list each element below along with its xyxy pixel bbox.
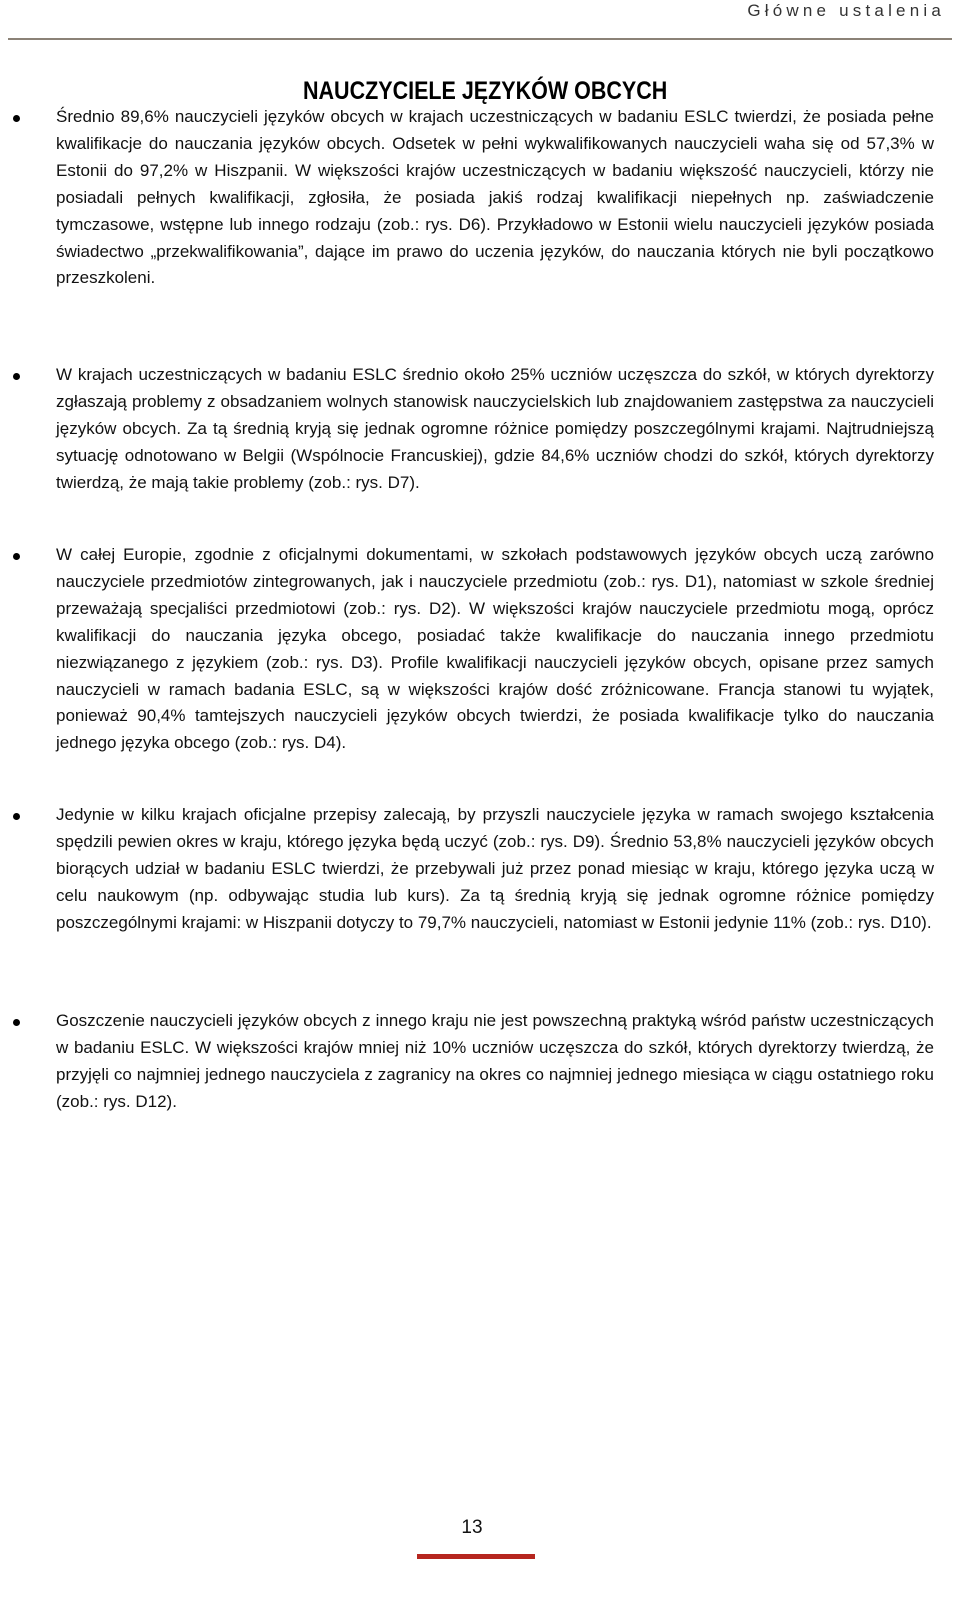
paragraph: W całej Europie, zgodnie z oficjalnymi dokumentami, w szkołach podstawowych języków obcych uczą zarówno nauczyciele przedmiotów zintegrowanych, jak i nauczyciele przedmiotu (zob.: rys. D1), natomiast w szkole średniej przeważają specjaliści przedmiotowi (zob.: rys. D2). W większości krajów nauczyciele przedmiotu mogą, oprócz kwalifikacji do nauczania języka obcego, posiadać także kwalifikacje do nauczania innego przedmiotu niezwiązanego z językiem (zob.: rys. D3). Profile kwalifikacji nauczycieli języków obcych, opisane przez samych nauczycieli w ramach badania ESLC, są w większości krajów dość zróżnicowane. Francja stanowi tu wyjątek, ponieważ 90,4% tamtejszych nauczycieli języków obcych twierdzi, że posiada kwalifikacje tylko do nauczania jednego języka obcego (zob.: rys. D4). xyxy=(56,545,934,753)
header-rule xyxy=(8,38,952,40)
bullet-icon xyxy=(13,553,20,560)
page-number: 13 xyxy=(461,1517,483,1538)
bullet-icon xyxy=(13,813,20,820)
section-title: NAUCZYCIELE JĘZYKÓW OBCYCH xyxy=(302,77,668,105)
footer-accent-bar xyxy=(417,1554,535,1559)
bullet-icon xyxy=(13,115,20,122)
paragraph: Goszczenie nauczycieli języków obcych z innego kraju nie jest powszechną praktyką wśród państw uczestniczących w badaniu ESLC. W większości krajów mniej niż 10% uczniów uczęszcza do szkół, których dyrektorzy twierdzą, że przyjęli co najmniej jednego nauczyciela z zagranicy na okres co najmniej jednego miesiąca w ciągu ostatniego roku (zob.: rys. D12). xyxy=(56,1011,934,1111)
bullet-icon xyxy=(13,373,20,380)
running-header: Główne ustalenia xyxy=(747,1,945,20)
bullet-icon xyxy=(13,1019,20,1026)
paragraph: Jedynie w kilku krajach oficjalne przepisy zalecają, by przyszli nauczyciele języka w ramach swojego kształcenia spędzili pewien okres w kraju, którego języka będą uczyć (zob.: rys. D9). Średnio 53,8% nauczycieli języków obcych biorących udział w badaniu ESLC twierdzi, że przebywali już przez ponad miesiąc w kraju, którego języka uczą w celu naukowym (np. odbywając studia lub kurs). Za tą średnią kryją się jednak ogromne różnice pomiędzy poszczególnymi krajami: w Hiszpanii dotyczy to 79,7% nauczycieli, natomiast w Estonii jedynie 11% (zob.: rys. D10). xyxy=(56,805,934,932)
paragraph: W krajach uczestniczących w badaniu ESLC średnio około 25% uczniów uczęszcza do szkół, w których dyrektorzy zgłaszają problemy z obsadzaniem wolnych stanowisk nauczycielskich lub znajdowaniem zastępstwa za nauczycieli języków obcych. Za tą średnią kryją się jednak ogromne różnice pomiędzy poszczególnymi krajami. Najtrudniejszą sytuację odnotowano w Belgii (Wspólnocie Francuskiej), gdzie 84,6% uczniów chodzi do szkół, których dyrektorzy twierdzą, że mają takie problemy (zob.: rys. D7). xyxy=(56,365,934,492)
paragraph: Średnio 89,6% nauczycieli języków obcych w krajach uczestniczących w badaniu ESLC twierdzi, że posiada pełne kwalifikacje do nauczania języków obcych. Odsetek w pełni wykwalifikowanych nauczycieli waha się od 57,3% w Estonii do 97,2% w Hiszpanii. W większości krajów uczestniczących w badaniu większość nauczycieli, którzy nie posiadali pełnych kwalifikacji, zgłosiła, że posiada jakiś rodzaj kwalifikacji niepełnych np. zaświadczenie tymczasowe, wstępne lub innego rodzaju (zob.: rys. D6). Przykładowo w Estonii wielu nauczycieli języków posiada świadectwo „przekwalifikowania”, dające im prawo do uczenia języków, do nauczania których nie byli początkowo przeszkoleni. xyxy=(56,107,934,288)
